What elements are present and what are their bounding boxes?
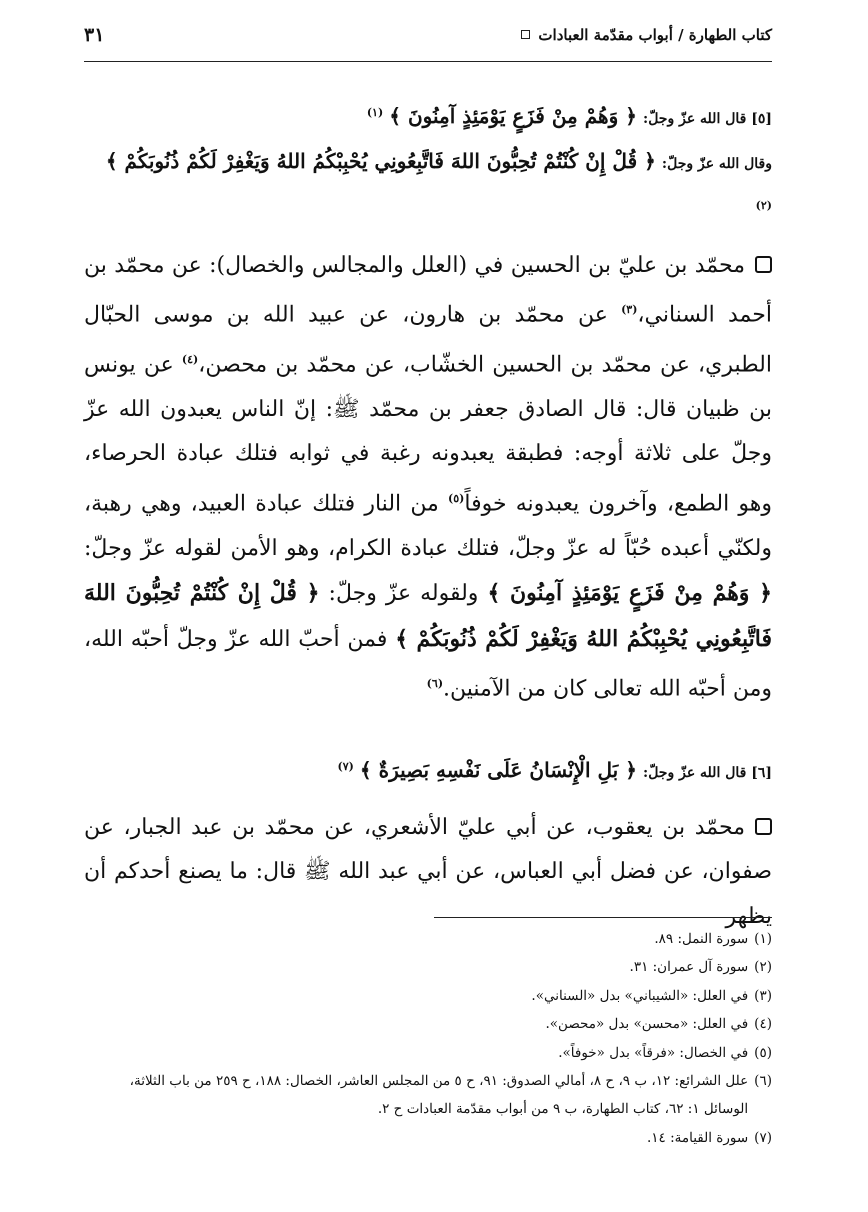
running-header-title: كتاب الطهارة / أبواب مقدّمة العبادات xyxy=(538,25,772,44)
verse-heading xyxy=(84,746,772,794)
verse-block-5 xyxy=(84,92,772,232)
running-header-title-group xyxy=(521,26,772,44)
quran-verse: ﴿ بَلِ الْإِنْسَانُ عَلَى نَفْسِهِ بَصِيرَةٌ ﴾ xyxy=(359,757,637,782)
footnote xyxy=(84,953,772,981)
quran-verse: ﴿ وَهُمْ مِنْ فَزَعٍ يَوْمَئِذٍ آمِنُونَ ﴾ xyxy=(389,103,637,128)
footnote-ref: (٦) xyxy=(426,677,444,691)
verse-heading-line-1 xyxy=(84,92,772,140)
footnote-number: (٢) xyxy=(754,959,772,976)
footnote xyxy=(84,982,772,1010)
verse-label: [٥] قال الله عزّ وجلّ: xyxy=(643,110,772,127)
footnote-number: (٣) xyxy=(754,987,772,1004)
quran-quote: ﴿ وَهُمْ مِنْ فَزَعٍ يَوْمَئِذٍ آمِنُونَ ﴾ xyxy=(487,580,773,607)
footnote-number: (٥) xyxy=(754,1044,772,1061)
footnote xyxy=(84,1067,772,1124)
hadith-text: محمّد بن يعقوب، عن أبي عليّ الأشعري، عن محمّد بن عبد الجبار، عن صفوان، عن فضل أبي العباس، عن أبي عبد الله ﷺ قال: ما يصنع أحدكم أن يظهر xyxy=(84,814,772,929)
footnote-ref: (٣) xyxy=(621,303,638,317)
footnote-number: (٦) xyxy=(754,1073,772,1090)
hadith-text: عن يونس بن ظبيان قال: قال الصادق جعفر بن محمّد ﷺ: إنّ الناس يعبدون الله عزّ وجلّ على ثلاثة أوجه: فطبقة يعبدونه رغبة في ثوابه فتلك عبادة الحرصاء، وهو الطمع، وآخرون يعبدونه خوفاً xyxy=(84,352,772,517)
running-header xyxy=(84,0,772,62)
footnote xyxy=(84,925,772,953)
footnote-text: في العلل: «الشيباني» بدل «السناني». xyxy=(531,987,749,1004)
footnote-text: علل الشرائع: ١٢، ب ٩، ح ٨، أمالي الصدوق: ٩١، ح ٥ من المجلس العاشر، الخصال: ١٨٨، ح ٢٥٩ من باب الثلاثة، الوسائل ١: ٦٢، كتاب الطهارة، ب ٩ من أبواب مقدّمة العبادات ح ٢. xyxy=(129,1073,749,1118)
hadith-text: فمن أحبّ الله عزّ وجلّ أحبّه الله، ومن أحبّه الله تعالى كان من الآمنين. xyxy=(84,626,772,702)
footnote-ref: (٥) xyxy=(448,491,465,505)
verse-label: وقال الله عزّ وجلّ: xyxy=(661,155,772,172)
quran-verse: ﴿ قُلْ إِنْ كُنْتُمْ تُحِبُّونَ اللهَ فَاتَّبِعُونِي يُحْبِبْكُمُ اللهُ وَيَغْفِرْ لَكُمْ ذُنُوبَكُمْ ﴾ xyxy=(105,148,656,173)
hadith-text: من النار فتلك عبادة العبيد، وهي رهبة، ولكنّي أعبده حُبّاً له عزّ وجلّ، فتلك عبادة الكرام، وهو الأمن لقوله عزّ وجلّ: xyxy=(84,491,772,561)
footnote-text: سورة آل عمران: ٣١. xyxy=(629,959,749,976)
footnote xyxy=(84,1124,772,1152)
footnote-ref: (٢) xyxy=(755,198,772,212)
footnote-text: في الخصال: «فرقاً» بدل «خوفاً». xyxy=(558,1044,749,1061)
footnote-text: في العلل: «محسن» بدل «محصن». xyxy=(545,1016,749,1033)
footnote xyxy=(84,1010,772,1038)
footnote-ref: (٧) xyxy=(337,759,354,773)
footnote-text: سورة النمل: ٨٩. xyxy=(654,931,749,947)
footnote-number: (١) xyxy=(754,931,772,947)
verse-label: [٦] قال الله عزّ وجلّ: xyxy=(643,764,772,781)
footnote-ref: (١) xyxy=(366,106,384,119)
verse-block-6 xyxy=(84,746,772,794)
footnote-divider xyxy=(434,917,772,918)
verse-heading-line-2 xyxy=(84,140,772,232)
footnote xyxy=(84,1039,772,1067)
box-marker-icon xyxy=(755,256,772,273)
footnote-text: سورة القيامة: ١٤. xyxy=(647,1129,749,1146)
box-marker-icon xyxy=(755,818,772,835)
footnote-number: (٧) xyxy=(754,1129,772,1146)
hadith-text: محمّد بن عليّ بن الحسين في (العلل والمجالس والخصال): عن محمّد بن أحمد السناني، xyxy=(84,252,772,328)
hadith-text: عن محمّد بن هارون، عن عبيد الله بن موسى الحبّال الطبري، عن محمّد بن الحسين الخشّاب، عن محمّد بن محصن، xyxy=(84,302,772,378)
hadith-text: ولقوله عزّ وجلّ: xyxy=(319,581,488,607)
hadith-paragraph-1 xyxy=(84,244,772,712)
footnote-ref: (٤) xyxy=(181,352,199,366)
square-marker-icon xyxy=(521,30,530,39)
hadith-paragraph-2 xyxy=(84,806,772,940)
page-number: ٣١ xyxy=(84,23,105,46)
footnotes xyxy=(84,925,772,1152)
quran-quote: ﴿ قُلْ إِنْ كُنْتُمْ تُحِبُّونَ اللهَ فَاتَّبِعُونِي يُحْبِبْكُمُ اللهُ وَيَغْفِرْ لَكُمْ ذُنُوبَكُمْ ﴾ xyxy=(84,580,772,652)
footnote-number: (٤) xyxy=(754,1016,772,1033)
